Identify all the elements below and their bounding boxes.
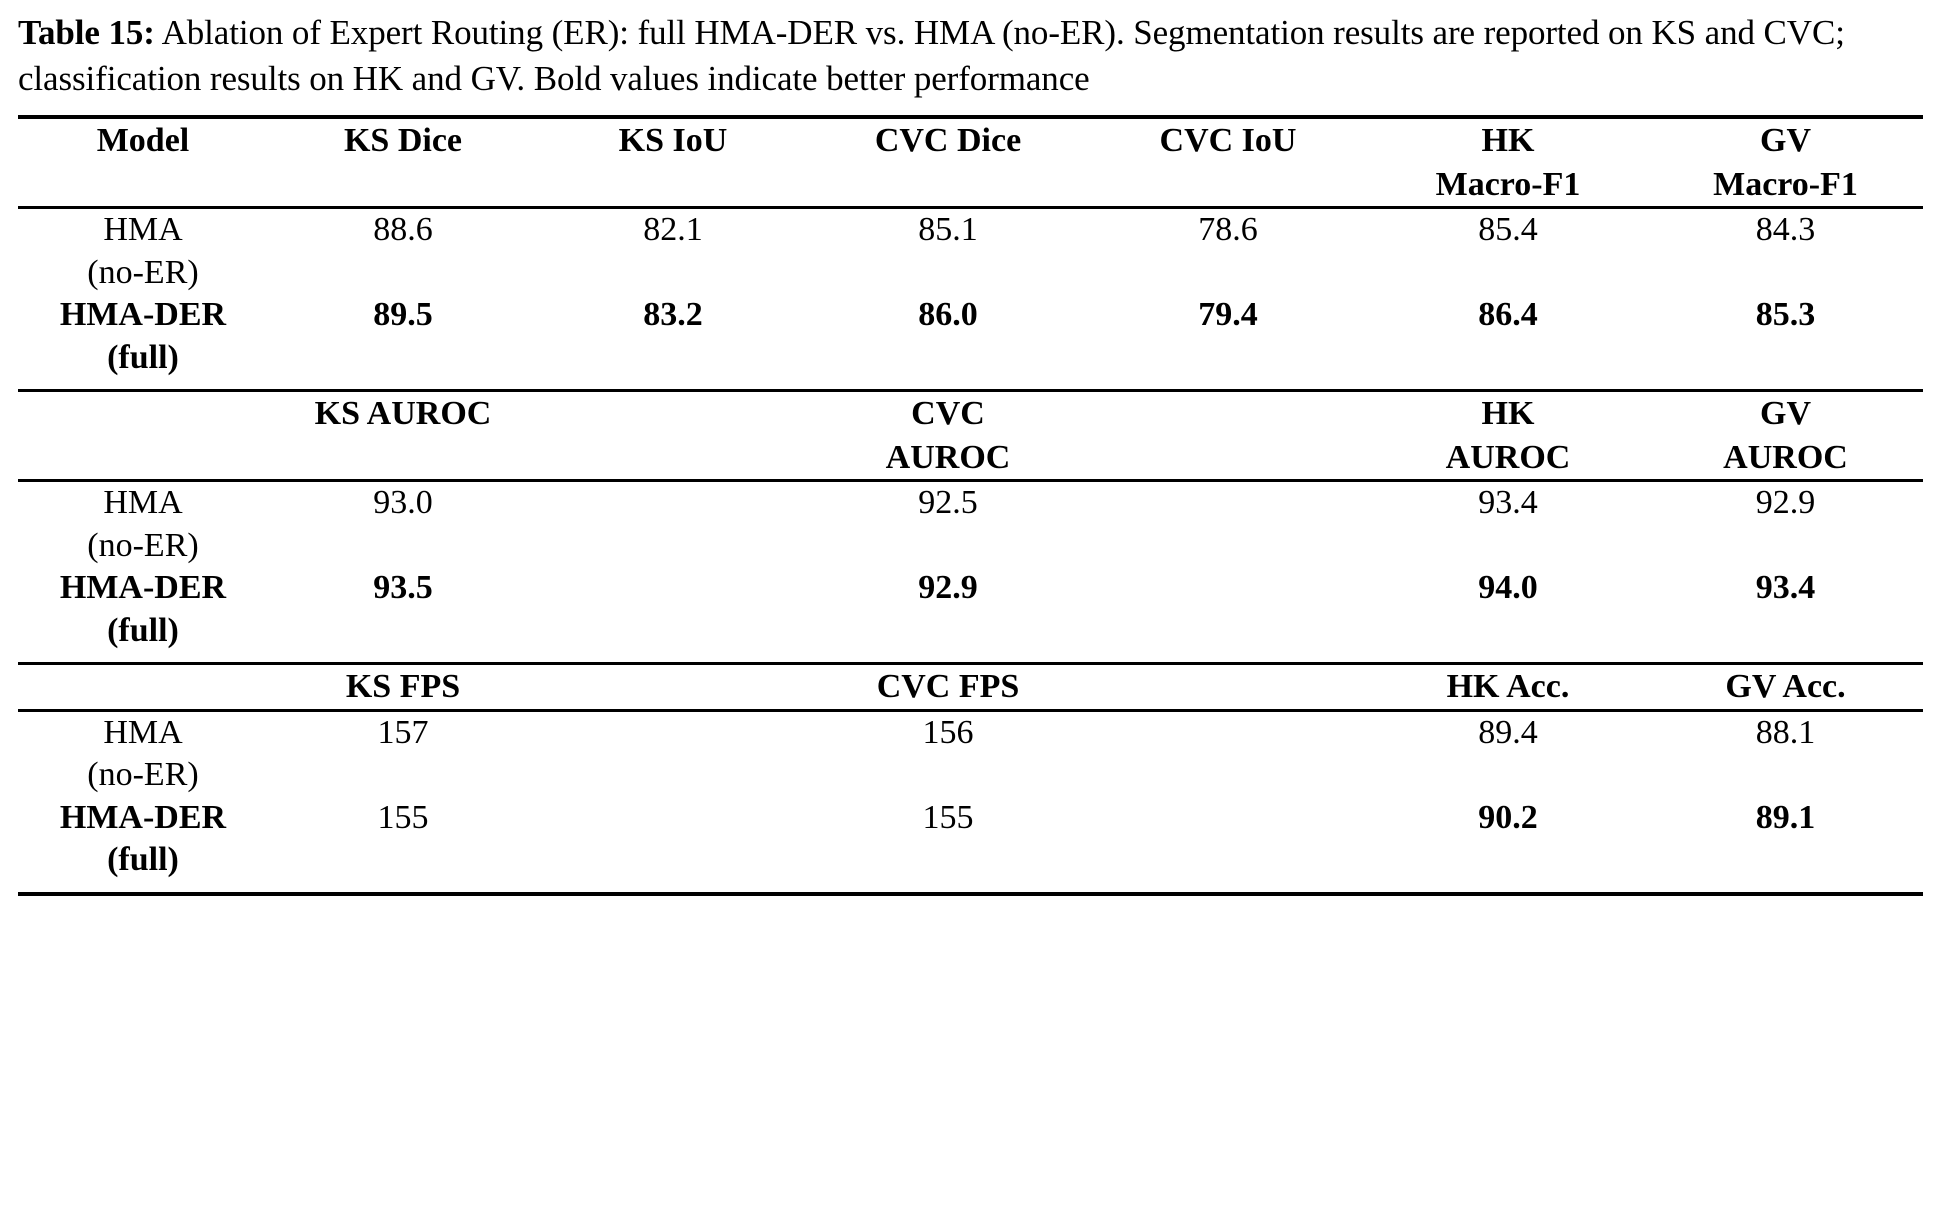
cell-gv-acc: 89.1 xyxy=(1755,798,1816,836)
cell-hk-auroc: 94.0 xyxy=(1478,569,1538,607)
row-model xyxy=(18,208,268,295)
cell-hk-acc: 89.4 xyxy=(1368,710,1648,797)
row-model-line2: (full) xyxy=(107,841,179,879)
table-row xyxy=(18,710,1923,797)
table-row xyxy=(18,797,1923,882)
header-hk-auroc xyxy=(1368,391,1648,481)
row-model-line2: (full) xyxy=(107,338,179,376)
cell-ks-iou: 83.2 xyxy=(643,296,703,334)
header-empty-2b xyxy=(538,391,808,481)
row-model-line1: HMA-DER xyxy=(59,296,227,334)
header-cvc-dice xyxy=(808,117,1088,208)
header-empty-2d xyxy=(1088,391,1368,481)
table-header-row-2 xyxy=(18,391,1923,481)
header-cvc-auroc xyxy=(808,391,1088,481)
header-empty-3b xyxy=(538,664,808,711)
cell-ks-auroc: 93.5 xyxy=(373,569,433,607)
header-hk-macrof1-line2: Macro-F1 xyxy=(1435,165,1581,203)
block-spacer xyxy=(18,379,1923,391)
cell-ks-iou: 82.1 xyxy=(538,208,808,295)
cell-gv-macrof1: 85.3 xyxy=(1755,296,1816,334)
cell-empty-2d xyxy=(1088,481,1368,568)
cell-cvc-dice: 85.1 xyxy=(808,208,1088,295)
table-row xyxy=(18,294,1923,379)
cell-empty-3d xyxy=(1088,710,1368,797)
header-gv-macrof1-line1: GV xyxy=(1760,122,1811,159)
cell-cvc-auroc: 92.5 xyxy=(808,481,1088,568)
cell-ks-fps: 155 xyxy=(377,798,429,836)
row-model-line1: HMA xyxy=(103,713,183,751)
row-model xyxy=(18,710,268,797)
table-bottom-rule xyxy=(18,894,1923,896)
cell-empty-2b xyxy=(538,481,808,568)
header-model-empty-2 xyxy=(18,391,268,481)
cell-gv-macrof1: 84.3 xyxy=(1648,208,1923,295)
cell-gv-acc: 88.1 xyxy=(1648,710,1923,797)
cell-gv-auroc: 93.4 xyxy=(1755,569,1816,607)
cell-empty-3b xyxy=(538,797,808,882)
header-ks-auroc xyxy=(268,391,538,481)
cell-cvc-iou: 79.4 xyxy=(1198,296,1258,334)
caption-label: Table 15: xyxy=(18,13,155,52)
header-gv-auroc-line1: GV xyxy=(1760,395,1811,433)
caption-text: Ablation of Expert Routing (ER): full HMA-DER vs. HMA (no-ER). Segmentation results are reported on KS and CVC; classification results on HK and GV. Bold values indicate better performance xyxy=(18,13,1845,98)
cell-hk-macrof1: 85.4 xyxy=(1368,208,1648,295)
cell-empty-3d xyxy=(1088,797,1368,882)
cell-empty-2b xyxy=(538,567,808,652)
cell-hk-auroc: 93.4 xyxy=(1368,481,1648,568)
table-header-row-3 xyxy=(18,664,1923,711)
header-gv-acc: GV Acc. xyxy=(1648,664,1923,711)
row-model-line2: (no-ER) xyxy=(87,756,199,794)
table-row xyxy=(18,567,1923,652)
header-ks-fps: KS FPS xyxy=(268,664,538,711)
cell-empty-2d xyxy=(1088,567,1368,652)
row-model-line2: (no-ER) xyxy=(87,253,199,291)
row-model-line1: HMA-DER xyxy=(59,569,227,607)
row-model-line1: HMA-DER xyxy=(59,798,227,836)
header-hk-macrof1 xyxy=(1368,117,1648,208)
header-model: Model xyxy=(18,117,268,208)
cell-ks-auroc: 93.0 xyxy=(268,481,538,568)
header-hk-auroc-line2: AUROC xyxy=(1445,438,1571,476)
ablation-table xyxy=(18,115,1923,896)
cell-ks-dice: 89.5 xyxy=(373,296,433,334)
header-cvc-iou xyxy=(1088,117,1368,208)
cell-hk-acc: 90.2 xyxy=(1478,798,1538,836)
row-model xyxy=(18,481,268,568)
header-hk-acc: HK Acc. xyxy=(1368,664,1648,711)
cell-empty-3b xyxy=(538,710,808,797)
cell-cvc-fps: 155 xyxy=(922,798,974,836)
header-hk-macrof1-line1: HK xyxy=(1481,122,1535,159)
header-cvc-dice-line1: CVC Dice xyxy=(874,122,1022,159)
header-hk-auroc-line1: HK xyxy=(1481,395,1535,433)
header-gv-auroc-line2: AUROC xyxy=(1723,438,1848,476)
cell-hk-macrof1: 86.4 xyxy=(1478,296,1538,334)
block-spacer xyxy=(18,882,1923,894)
header-gv-macrof1 xyxy=(1648,117,1923,208)
table-header-row-1 xyxy=(18,117,1923,208)
cell-cvc-iou: 78.6 xyxy=(1088,208,1368,295)
table-row xyxy=(18,481,1923,568)
block-spacer xyxy=(18,652,1923,664)
table-row xyxy=(18,208,1923,295)
header-ks-auroc-line1: KS AUROC xyxy=(314,395,492,433)
row-model-line1: HMA xyxy=(103,484,183,522)
header-ks-iou-line1: KS IoU xyxy=(618,122,728,159)
header-ks-dice xyxy=(268,117,538,208)
header-ks-iou xyxy=(538,117,808,208)
cell-ks-dice: 88.6 xyxy=(268,208,538,295)
cell-gv-auroc: 92.9 xyxy=(1648,481,1923,568)
cell-cvc-auroc: 92.9 xyxy=(918,569,978,607)
header-cvc-auroc-line1: CVC xyxy=(911,395,985,433)
header-cvc-fps: CVC FPS xyxy=(808,664,1088,711)
header-empty-3d xyxy=(1088,664,1368,711)
header-gv-macrof1-line2: Macro-F1 xyxy=(1713,165,1858,203)
row-model-line2: (full) xyxy=(107,611,179,649)
row-model xyxy=(18,797,268,882)
table-caption xyxy=(18,10,1932,101)
row-model-line2: (no-ER) xyxy=(87,526,199,564)
header-gv-auroc xyxy=(1648,391,1923,481)
header-cvc-iou-line1: CVC IoU xyxy=(1159,122,1297,159)
cell-cvc-fps: 156 xyxy=(808,710,1088,797)
row-model-line1: HMA xyxy=(103,211,183,249)
header-cvc-auroc-line2: AUROC xyxy=(885,438,1011,476)
row-model xyxy=(18,567,268,652)
header-ks-dice-line1: KS Dice xyxy=(343,122,463,159)
header-model-empty-3 xyxy=(18,664,268,711)
cell-cvc-dice: 86.0 xyxy=(918,296,978,334)
row-model xyxy=(18,294,268,379)
cell-ks-fps: 157 xyxy=(268,710,538,797)
